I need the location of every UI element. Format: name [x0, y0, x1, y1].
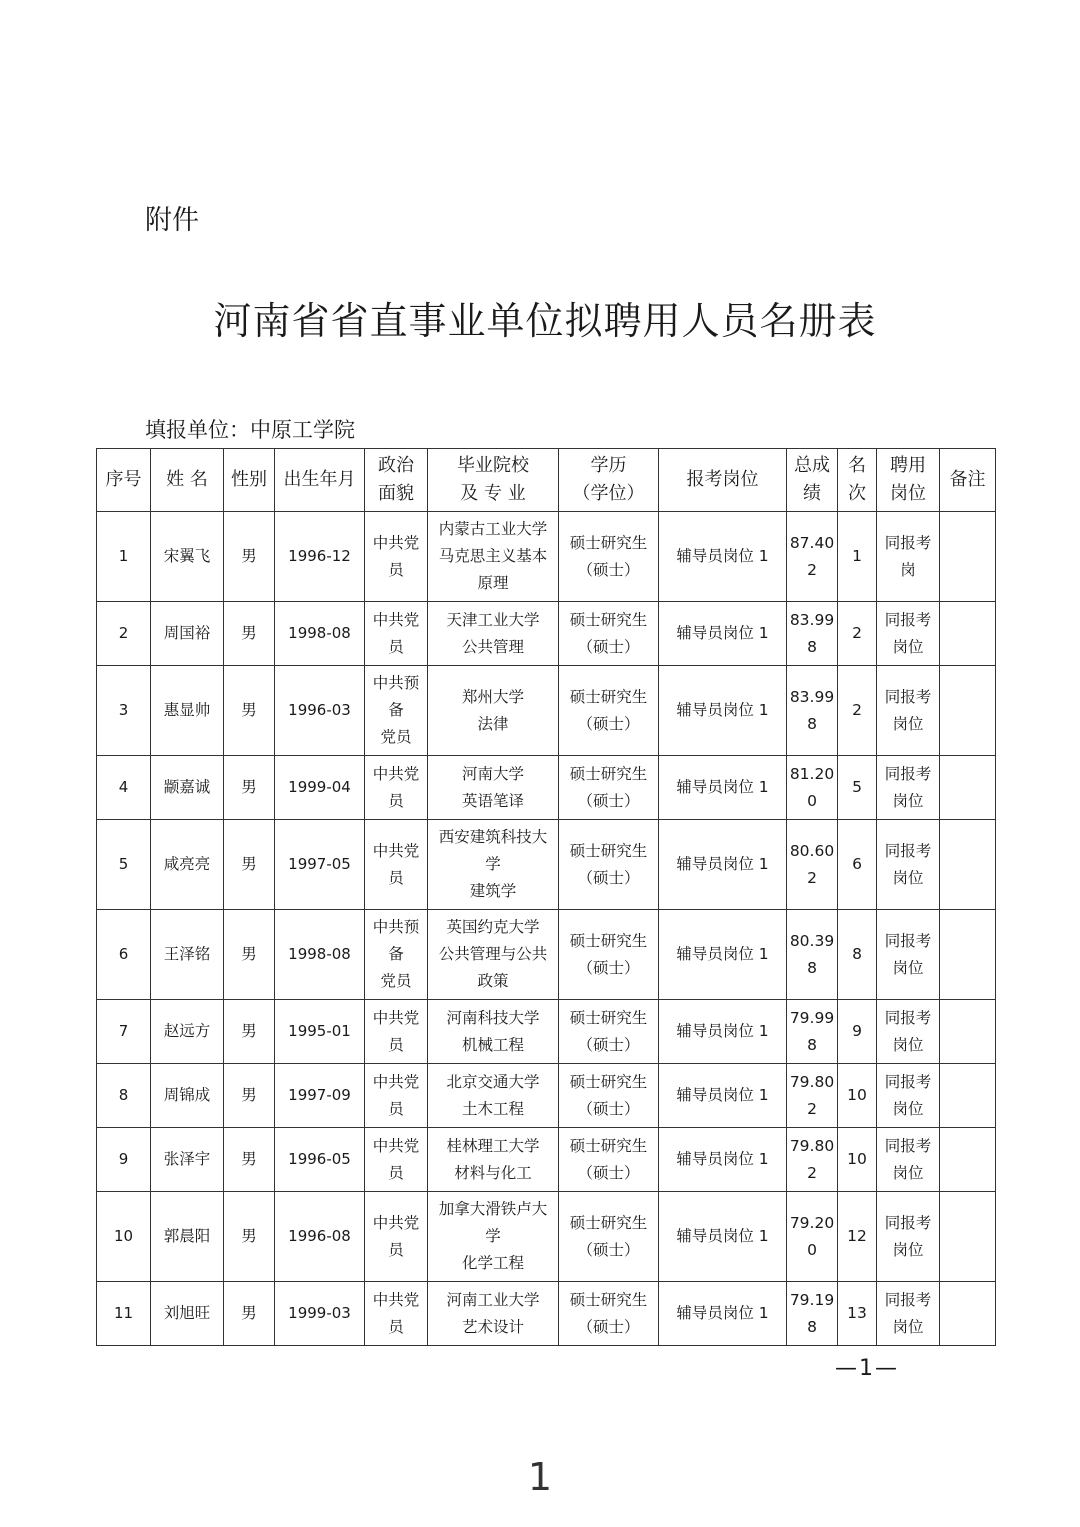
cell-score: 83.998	[787, 666, 838, 756]
cell-birth: 1995-01	[275, 1000, 365, 1064]
header-birth: 出生年月	[275, 449, 365, 512]
cell-post: 辅导员岗位 1	[659, 512, 787, 602]
cell-gender: 男	[224, 666, 275, 756]
cell-rank: 13	[838, 1282, 877, 1346]
table-row	[97, 1000, 996, 1064]
table-row	[97, 512, 996, 602]
cell-remark	[940, 512, 996, 602]
cell-birth: 1996-12	[275, 512, 365, 602]
table-row	[97, 1064, 996, 1128]
page-number: —1—	[835, 1356, 899, 1381]
cell-hire-post: 同报考 岗位	[877, 1192, 940, 1282]
header-post: 报考岗位	[659, 449, 787, 512]
fill-unit: 填报单位：中原工学院	[145, 418, 355, 442]
cell-post: 辅导员岗位 1	[659, 1064, 787, 1128]
cell-remark	[940, 1064, 996, 1128]
cell-no: 1	[97, 512, 151, 602]
cell-politics: 中共预 备 党员	[365, 910, 428, 1000]
cell-politics: 中共党 员	[365, 756, 428, 820]
cell-rank: 9	[838, 1000, 877, 1064]
table-body	[97, 512, 996, 1346]
cell-school: 北京交通大学 土木工程	[428, 1064, 559, 1128]
cell-gender: 男	[224, 602, 275, 666]
cell-post: 辅导员岗位 1	[659, 1282, 787, 1346]
header-hire-post: 聘用 岗位	[877, 449, 940, 512]
cell-name: 郭晨阳	[151, 1192, 224, 1282]
cell-score: 79.198	[787, 1282, 838, 1346]
header-remark: 备注	[940, 449, 996, 512]
cell-school: 英国约克大学 公共管理与公共 政策	[428, 910, 559, 1000]
cell-gender: 男	[224, 1000, 275, 1064]
header-name: 姓 名	[151, 449, 224, 512]
cell-remark	[940, 910, 996, 1000]
cell-degree: 硕士研究生 （硕士）	[559, 1000, 659, 1064]
cell-degree: 硕士研究生 （硕士）	[559, 1192, 659, 1282]
table-row	[97, 602, 996, 666]
cell-no: 10	[97, 1192, 151, 1282]
cell-post: 辅导员岗位 1	[659, 1192, 787, 1282]
cell-no: 4	[97, 756, 151, 820]
cell-remark	[940, 666, 996, 756]
cell-hire-post: 同报考 岗位	[877, 1064, 940, 1128]
cell-name: 惠显帅	[151, 666, 224, 756]
cell-rank: 1	[838, 512, 877, 602]
cell-hire-post: 同报考 岗位	[877, 666, 940, 756]
cell-name: 王泽铭	[151, 910, 224, 1000]
cell-birth: 1999-03	[275, 1282, 365, 1346]
cell-rank: 5	[838, 756, 877, 820]
cell-gender: 男	[224, 1128, 275, 1192]
cell-hire-post: 同报考 岗位	[877, 910, 940, 1000]
cell-post: 辅导员岗位 1	[659, 1128, 787, 1192]
cell-hire-post: 同报考 岗位	[877, 756, 940, 820]
cell-school: 河南工业大学 艺术设计	[428, 1282, 559, 1346]
cell-school: 内蒙古工业大学 马克思主义基本 原理	[428, 512, 559, 602]
cell-politics: 中共党 员	[365, 1128, 428, 1192]
cell-score: 79.200	[787, 1192, 838, 1282]
cell-school: 河南大学 英语笔译	[428, 756, 559, 820]
cell-no: 11	[97, 1282, 151, 1346]
cell-rank: 10	[838, 1128, 877, 1192]
cell-no: 5	[97, 820, 151, 910]
cell-name: 刘旭旺	[151, 1282, 224, 1346]
table-row	[97, 910, 996, 1000]
header-no: 序号	[97, 449, 151, 512]
cell-rank: 8	[838, 910, 877, 1000]
cell-name: 咸亮亮	[151, 820, 224, 910]
header-degree: 学历 （学位）	[559, 449, 659, 512]
cell-no: 3	[97, 666, 151, 756]
cell-score: 79.802	[787, 1064, 838, 1128]
cell-gender: 男	[224, 820, 275, 910]
table-row	[97, 1192, 996, 1282]
cell-hire-post: 同报考 岗位	[877, 602, 940, 666]
cell-score: 79.802	[787, 1128, 838, 1192]
cell-gender: 男	[224, 756, 275, 820]
cell-degree: 硕士研究生 （硕士）	[559, 512, 659, 602]
cell-birth: 1999-04	[275, 756, 365, 820]
cell-school: 河南科技大学 机械工程	[428, 1000, 559, 1064]
cell-rank: 12	[838, 1192, 877, 1282]
cell-name: 赵远方	[151, 1000, 224, 1064]
header-score: 总成 绩	[787, 449, 838, 512]
header-rank: 名 次	[838, 449, 877, 512]
header-politics: 政治 面貌	[365, 449, 428, 512]
cell-no: 9	[97, 1128, 151, 1192]
cell-score: 80.602	[787, 820, 838, 910]
cell-school: 桂林理工大学 材料与化工	[428, 1128, 559, 1192]
cell-remark	[940, 602, 996, 666]
cell-school: 天津工业大学 公共管理	[428, 602, 559, 666]
table-header-row	[97, 449, 996, 512]
cell-remark	[940, 1128, 996, 1192]
cell-degree: 硕士研究生 （硕士）	[559, 820, 659, 910]
cell-hire-post: 同报考 岗位	[877, 1000, 940, 1064]
cell-politics: 中共党 员	[365, 512, 428, 602]
cell-politics: 中共党 员	[365, 602, 428, 666]
cell-gender: 男	[224, 1282, 275, 1346]
cell-birth: 1997-09	[275, 1064, 365, 1128]
cell-birth: 1996-08	[275, 1192, 365, 1282]
table-row	[97, 756, 996, 820]
cell-gender: 男	[224, 910, 275, 1000]
cell-remark	[940, 1000, 996, 1064]
cell-score: 79.998	[787, 1000, 838, 1064]
document-title: 河南省省直事业单位拟聘用人员名册表	[213, 299, 877, 343]
cell-birth: 1997-05	[275, 820, 365, 910]
table-row	[97, 1282, 996, 1346]
cell-rank: 10	[838, 1064, 877, 1128]
cell-no: 7	[97, 1000, 151, 1064]
cell-politics: 中共党 员	[365, 1064, 428, 1128]
cell-school: 郑州大学 法律	[428, 666, 559, 756]
cell-school: 西安建筑科技大 学 建筑学	[428, 820, 559, 910]
cell-no: 8	[97, 1064, 151, 1128]
cell-degree: 硕士研究生 （硕士）	[559, 1064, 659, 1128]
cell-name: 宋翼飞	[151, 512, 224, 602]
cell-politics: 中共党 员	[365, 1000, 428, 1064]
cell-name: 周锦成	[151, 1064, 224, 1128]
cell-degree: 硕士研究生 （硕士）	[559, 756, 659, 820]
cell-degree: 硕士研究生 （硕士）	[559, 1128, 659, 1192]
cell-school: 加拿大滑铁卢大 学 化学工程	[428, 1192, 559, 1282]
cell-rank: 2	[838, 666, 877, 756]
cell-rank: 6	[838, 820, 877, 910]
cell-gender: 男	[224, 1064, 275, 1128]
cell-post: 辅导员岗位 1	[659, 910, 787, 1000]
cell-birth: 1998-08	[275, 602, 365, 666]
cell-score: 83.998	[787, 602, 838, 666]
table-row	[97, 820, 996, 910]
cell-no: 6	[97, 910, 151, 1000]
cell-post: 辅导员岗位 1	[659, 756, 787, 820]
cell-post: 辅导员岗位 1	[659, 820, 787, 910]
header-gender: 性别	[224, 449, 275, 512]
cell-remark	[940, 1282, 996, 1346]
cell-birth: 1998-08	[275, 910, 365, 1000]
cell-no: 2	[97, 602, 151, 666]
cell-birth: 1996-03	[275, 666, 365, 756]
cell-remark	[940, 756, 996, 820]
attachment-label: 附件	[145, 205, 199, 236]
footer-number: 1	[527, 1455, 553, 1499]
cell-hire-post: 同报考 岗位	[877, 1282, 940, 1346]
cell-degree: 硕士研究生 （硕士）	[559, 666, 659, 756]
cell-name: 颛嘉诚	[151, 756, 224, 820]
cell-degree: 硕士研究生 （硕士）	[559, 602, 659, 666]
cell-hire-post: 同报考 岗位	[877, 1128, 940, 1192]
cell-gender: 男	[224, 1192, 275, 1282]
cell-politics: 中共党 员	[365, 820, 428, 910]
cell-remark	[940, 1192, 996, 1282]
cell-hire-post: 同报考 岗位	[877, 820, 940, 910]
cell-degree: 硕士研究生 （硕士）	[559, 910, 659, 1000]
cell-score: 81.200	[787, 756, 838, 820]
cell-politics: 中共党 员	[365, 1192, 428, 1282]
cell-birth: 1996-05	[275, 1128, 365, 1192]
cell-post: 辅导员岗位 1	[659, 602, 787, 666]
table-row	[97, 666, 996, 756]
cell-hire-post: 同报考 岗	[877, 512, 940, 602]
cell-degree: 硕士研究生 （硕士）	[559, 1282, 659, 1346]
cell-name: 周国裕	[151, 602, 224, 666]
cell-rank: 2	[838, 602, 877, 666]
cell-politics: 中共党 员	[365, 1282, 428, 1346]
header-school: 毕业院校 及 专 业	[428, 449, 559, 512]
cell-score: 80.398	[787, 910, 838, 1000]
cell-score: 87.402	[787, 512, 838, 602]
cell-name: 张泽宇	[151, 1128, 224, 1192]
table-row	[97, 1128, 996, 1192]
cell-remark	[940, 820, 996, 910]
cell-gender: 男	[224, 512, 275, 602]
cell-politics: 中共预 备 党员	[365, 666, 428, 756]
cell-post: 辅导员岗位 1	[659, 1000, 787, 1064]
roster-table	[96, 448, 996, 1346]
cell-post: 辅导员岗位 1	[659, 666, 787, 756]
